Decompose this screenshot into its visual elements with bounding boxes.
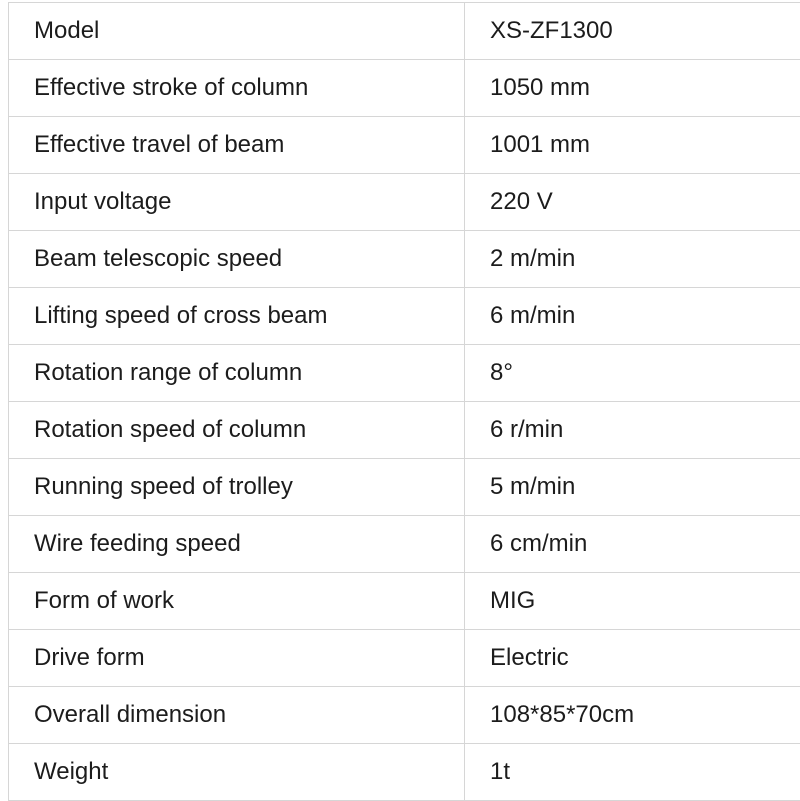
table-row bbox=[9, 345, 800, 402]
spec-label: Form of work bbox=[9, 573, 465, 630]
spec-value: 6 m/min bbox=[465, 288, 800, 345]
spec-value: 220 V bbox=[465, 174, 800, 231]
table-row bbox=[9, 402, 800, 459]
table-row bbox=[9, 60, 800, 117]
spec-value: Electric bbox=[465, 630, 800, 687]
spec-label: Input voltage bbox=[9, 174, 465, 231]
table-row bbox=[9, 117, 800, 174]
spec-label: Effective stroke of column bbox=[9, 60, 465, 117]
table-row bbox=[9, 459, 800, 516]
table-row bbox=[9, 630, 800, 687]
spec-value: 1001 mm bbox=[465, 117, 800, 174]
spec-table-body bbox=[9, 3, 800, 801]
table-row bbox=[9, 174, 800, 231]
table-row bbox=[9, 231, 800, 288]
table-row bbox=[9, 516, 800, 573]
spec-label: Beam telescopic speed bbox=[9, 231, 465, 288]
spec-value: 8° bbox=[465, 345, 800, 402]
spec-label: Drive form bbox=[9, 630, 465, 687]
spec-value: MIG bbox=[465, 573, 800, 630]
spec-value: 1t bbox=[465, 744, 800, 801]
spec-value: 5 m/min bbox=[465, 459, 800, 516]
spec-value: 1050 mm bbox=[465, 60, 800, 117]
spec-label: Model bbox=[9, 3, 465, 60]
table-row bbox=[9, 573, 800, 630]
spec-label: Rotation range of column bbox=[9, 345, 465, 402]
spec-value: XS-ZF1300 bbox=[465, 3, 800, 60]
spec-label: Overall dimension bbox=[9, 687, 465, 744]
spec-value: 6 r/min bbox=[465, 402, 800, 459]
table-row bbox=[9, 744, 800, 801]
spec-value: 2 m/min bbox=[465, 231, 800, 288]
spec-label: Lifting speed of cross beam bbox=[9, 288, 465, 345]
spec-label: Running speed of trolley bbox=[9, 459, 465, 516]
spec-label: Rotation speed of column bbox=[9, 402, 465, 459]
spec-label: Wire feeding speed bbox=[9, 516, 465, 573]
table-row bbox=[9, 3, 800, 60]
spec-table bbox=[8, 2, 800, 801]
spec-label: Weight bbox=[9, 744, 465, 801]
table-row bbox=[9, 288, 800, 345]
spec-value: 108*85*70cm bbox=[465, 687, 800, 744]
spec-value: 6 cm/min bbox=[465, 516, 800, 573]
table-row bbox=[9, 687, 800, 744]
spec-label: Effective travel of beam bbox=[9, 117, 465, 174]
